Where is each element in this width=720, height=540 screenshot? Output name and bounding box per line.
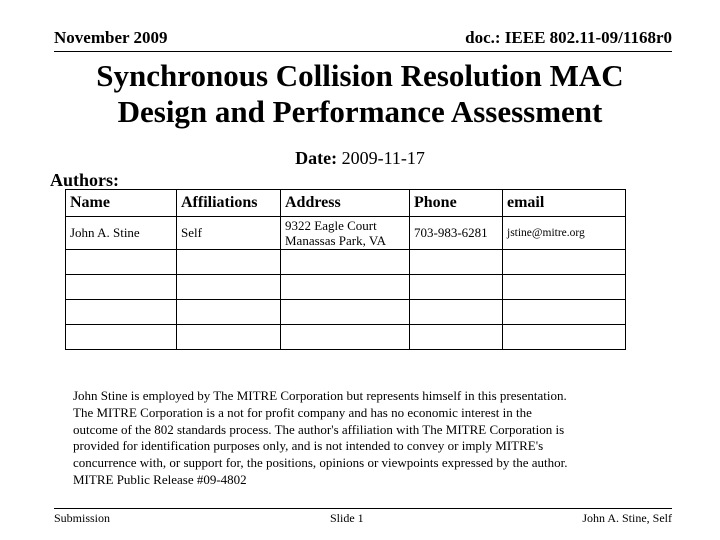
- empty-cell: [503, 300, 626, 325]
- table-header-row: [66, 190, 626, 217]
- author-phone: 703-983-6281: [410, 217, 503, 250]
- address-line-2: Manassas Park, VA: [285, 233, 386, 248]
- footer-author: John A. Stine, Self: [582, 511, 672, 525]
- empty-cell: [66, 250, 177, 275]
- title-line-1: Synchronous Collision Resolution MAC: [96, 58, 624, 93]
- column-header-address: Address: [281, 190, 410, 217]
- date-line: [0, 148, 720, 169]
- empty-cell: [177, 300, 281, 325]
- empty-cell: [410, 300, 503, 325]
- empty-cell: [281, 250, 410, 275]
- date-value: 2009-11-17: [341, 148, 425, 168]
- header-date: November 2009: [54, 28, 168, 47]
- title-line-2: Design and Performance Assessment: [117, 94, 603, 129]
- table-row: [66, 217, 626, 250]
- column-header-affiliations: Affiliations: [177, 190, 281, 217]
- empty-cell: [503, 325, 626, 350]
- column-header-name: Name: [66, 190, 177, 217]
- empty-cell: [410, 325, 503, 350]
- empty-table-row: [66, 250, 626, 275]
- slide-title: [40, 58, 680, 130]
- column-header-email: email: [503, 190, 626, 217]
- header-divider: [54, 51, 672, 52]
- authors-table: [65, 189, 626, 350]
- empty-cell: [177, 325, 281, 350]
- author-affiliation: Self: [177, 217, 281, 250]
- empty-cell: [281, 275, 410, 300]
- empty-table-row: [66, 325, 626, 350]
- empty-cell: [410, 250, 503, 275]
- author-email: jstine@mitre.org: [503, 217, 626, 250]
- address-line-1: 9322 Eagle Court: [285, 218, 377, 233]
- empty-table-row: [66, 300, 626, 325]
- empty-cell: [66, 300, 177, 325]
- footer-slide-number: Slide 1: [330, 511, 364, 525]
- authors-heading: Authors:: [50, 170, 120, 190]
- empty-cell: [177, 275, 281, 300]
- empty-cell: [503, 275, 626, 300]
- empty-cell: [66, 275, 177, 300]
- header-doc-id: doc.: IEEE 802.11-09/1168r0: [465, 28, 672, 47]
- footer-submission: Submission: [54, 511, 111, 525]
- empty-cell: [177, 250, 281, 275]
- disclaimer-text: John Stine is employed by The MITRE Corporation but represents himself in this presentation. The MITRE Corporation is a not for profit company and has no economic interest in the outcome of the 802 standards process. The author's affiliation with The MITRE Corporation is provided for identification purposes only, and is not intended to convey or imply MITRE's concurrence with, or support for, the positions, opinions or viewpoints expressed by the author. MITRE Public Release #09-4802: [73, 388, 568, 487]
- column-header-phone: Phone: [410, 190, 503, 217]
- empty-cell: [410, 275, 503, 300]
- author-name: John A. Stine: [66, 217, 177, 250]
- empty-cell: [281, 325, 410, 350]
- empty-cell: [281, 300, 410, 325]
- empty-cell: [66, 325, 177, 350]
- footer-divider: [54, 508, 672, 509]
- empty-table-row: [66, 275, 626, 300]
- empty-cell: [503, 250, 626, 275]
- author-address: [281, 217, 410, 250]
- date-label: Date:: [295, 148, 338, 168]
